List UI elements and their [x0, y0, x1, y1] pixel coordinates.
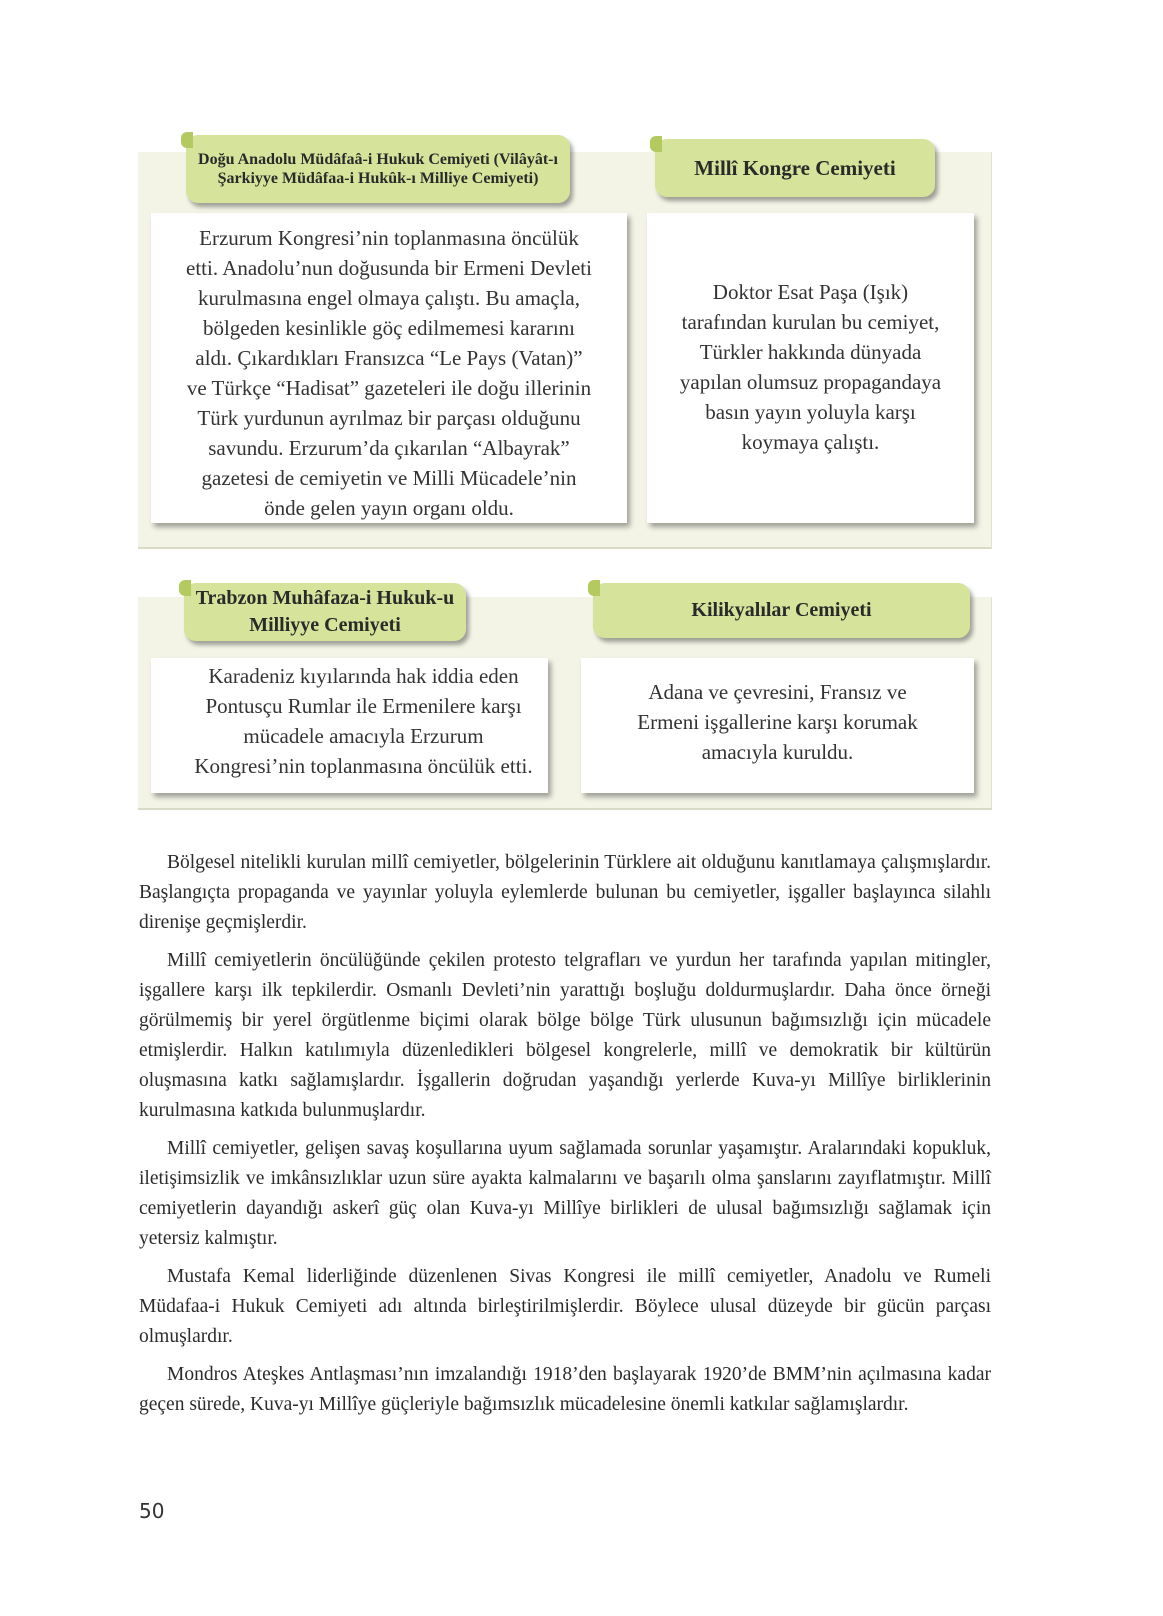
kilikya-card — [581, 658, 974, 793]
kongre-card — [647, 213, 974, 523]
dogu-card — [151, 213, 627, 523]
kongre-title: Millî Kongre Cemiyeti — [694, 155, 896, 180]
dogu-title-tag — [186, 135, 570, 203]
paragraph: Millî cemiyetler, gelişen savaş koşullarına uyum sağlamada sorunlar yaşamıştır. Aralarındaki kopukluk, iletişimsizlik ve imkânsızlıklar uzun süre ayakta kalmalarını ve başarılı olma şanslarını zayıflatmıştır. Millî cemiyetlerin dayandığı askerî güç olan Kuva-yı Millîye birlikleri de ulusal bağımsızlığı sağlamak için yetersiz kalmıştır. — [139, 1138, 991, 1249]
trabzon-title: Trabzon Muhâfaza-i Hukuk-u Milliyye Cemiyeti — [195, 587, 455, 636]
kilikya-title-tag — [593, 583, 970, 638]
trabzon-title-tag — [184, 583, 466, 641]
paragraph: Mondros Ateşkes Antlaşması’nın imzalandığı 1918’den başlayarak 1920’de BMM’nin açılmasına kadar geçen sürede, Kuva-yı Millîye güçleriyle bağımsızlık mücadelesine önemli katkılar sağlamışlardır. — [139, 1364, 991, 1415]
kilikya-title: Kilikyalılar Cemiyeti — [691, 599, 872, 621]
trabzon-card — [151, 658, 548, 793]
trabzon-text: Karadeniz kıyılarında hak iddia eden Pontusçu Rumlar ile Ermenilere karşı mücadele amacıyla Erzurum Kongresi’nin toplanmasına öncülük etti. — [194, 664, 533, 778]
dogu-title: Doğu Anadolu Müdâfaâ-i Hukuk Cemiyeti (Vilâyât-ı Şarkiyye Müdâfaa-i Hukûk-ı Milliye Cemiyeti) — [198, 151, 558, 187]
kongre-title-tag — [655, 139, 935, 197]
paragraph: Mustafa Kemal liderliğinde düzenlenen Sivas Kongresi ile millî cemiyetler, Anadolu ve Rumeli Müdafaa-i Hukuk Cemiyeti adı altında birleştirilmişlerdir. Böylece ulusal düzeyde bir gücün parçası olmuşlardır. — [139, 1266, 991, 1347]
dogu-text: Erzurum Kongresi’nin toplanmasına öncülük etti. Anadolu’nun doğusunda bir Ermeni Devleti kurulmasına engel olmaya çalıştı. Bu amaçla, bölgeden kesinlikle göç edilmemesi kararını aldı. Çıkardıkları Fransızca “Le Pays (Vatan)” ve Türkçe “Hadisat” gazeteleri ile doğu illerinin Türk yurdunun ayrılmaz bir parçası olduğunu savundu. Erzurum’da çıkarılan “Albayrak” gazetesi de cemiyetin ve Milli Mücadele’nin önde gelen yayın organı oldu. — [186, 226, 592, 520]
kongre-text: Doktor Esat Paşa (Işık) tarafından kurulan bu cemiyet, Türkler hakkında dünyada yapılan olumsuz propagandaya basın yayın yoluyla karşı koymaya çalıştı. — [679, 280, 942, 454]
body-text — [139, 848, 991, 1428]
page-number: 50 — [139, 1499, 165, 1523]
kilikya-text: Adana ve çevresini, Fransız ve Ermeni işgallerine karşı korumak amacıyla kuruldu. — [637, 680, 918, 764]
paragraph: Bölgesel nitelikli kurulan millî cemiyetler, bölgelerinin Türklere ait olduğunu kanıtlamaya çalışmışlardır. Başlangıçta propaganda ve yayınlar yoluyla eylemlerde bulunan bu cemiyetler, işgaller başlayınca silahlı direnişe geçmişlerdir. — [139, 852, 991, 933]
paragraph: Millî cemiyetlerin öncülüğünde çekilen protesto telgrafları ve yurdun her tarafında yapılan mitingler, işgallere karşı ilk tepkilerdir. Osmanlı Devleti’nin yarattığı boşluğu doldurmuşlardır. Daha önce örneği görülmemiş bir yerel örgütlenme biçimi olarak bölge bölge Türk ulusunun bağımsızlığı için mücadele etmişlerdir. Halkın katılımıyla düzenledikleri bölgesel kongrelerle, millî ve demokratik bir kültürün oluşmasına katkı sağlamışlardır. İşgallerin doğrudan yaşandığı yerlerde Kuva-yı Millîye birliklerinin kurulmasına katkıda bulunmuşlardır. — [139, 950, 991, 1121]
